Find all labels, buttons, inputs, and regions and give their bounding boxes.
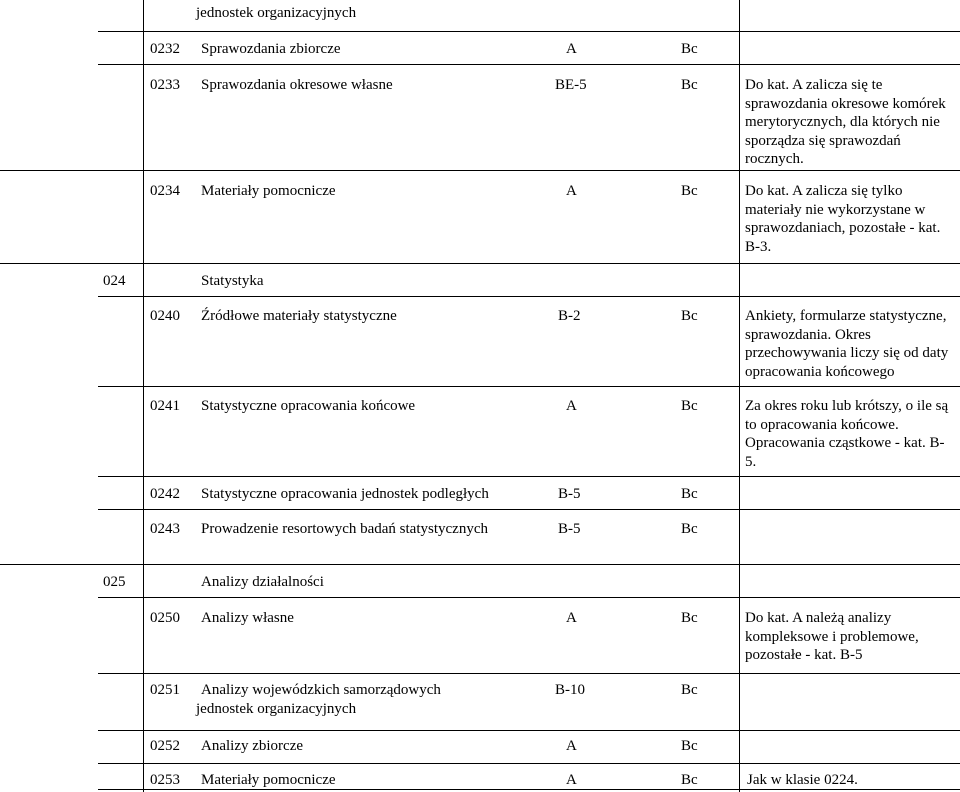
record-name: Analizy wojewódzkich samorządowych jednostek organizacyjnych [196,682,441,717]
section-name: Analizy działalności [201,574,324,590]
record-name: Sprawozdania zbiorcze [201,41,341,57]
record-code: 0250 [150,610,180,626]
column-divider [739,0,740,792]
section-code: 025 [103,574,126,590]
record-bc: Bc [681,183,698,199]
record-name: Źródłowe materiały statystyczne [201,308,397,324]
row-divider [98,597,960,598]
record-notes: Do kat. A należą analizy kompleksowe i problemowe, pozostałe - kat. B-5 [745,610,919,663]
record-category: A [566,41,577,57]
record-category: B-2 [558,308,581,324]
row-divider [0,564,960,565]
record-notes: Za okres roku lub krótszy, o ile są to opracowania końcowe. Opracowania cząstkowe - kat. B-5. [745,398,949,470]
row-divider [98,64,960,65]
record-bc: Bc [681,772,698,788]
record-bc: Bc [681,486,698,502]
row-divider [98,730,960,731]
record-name: Analizy zbiorcze [201,738,304,754]
row-divider [98,673,960,674]
record-code: 0253 [150,772,180,788]
section-code: 024 [103,273,126,289]
record-category: A [566,610,577,626]
record-name: Sprawozdania okresowe własne [201,77,393,93]
record-category: A [566,183,577,199]
record-bc: Bc [681,41,698,57]
record-code: 0251 [150,682,180,698]
record-name: Statystyczne opracowania jednostek podległych [201,486,489,502]
record-bc: Bc [681,682,698,698]
record-notes: Do kat. A zalicza się te sprawozdania okresowe komórek merytorycznych, dla których nie sporządza się sprawozdań rocznych. [745,77,946,167]
record-category: B-10 [555,682,585,698]
row-divider [0,263,960,264]
row-divider [98,509,960,510]
record-name: Analizy własne [201,610,294,626]
record-code: 0233 [150,77,180,93]
record-name: Prowadzenie resortowych badań statystycznych [201,521,488,537]
row-divider [98,296,960,297]
section-name: Statystyka [201,273,264,289]
record-notes: Ankiety, formularze statystyczne, sprawozdania. Okres przechowywania liczy się od daty opracowania końcowego [745,308,949,380]
record-category: A [566,398,577,414]
row-divider [98,31,960,32]
record-code: 0242 [150,486,180,502]
record-code: 0252 [150,738,180,754]
row-divider [98,763,960,764]
record-name: Materiały pomocnicze [201,772,336,788]
row-divider [98,476,960,477]
record-code: 0241 [150,398,180,414]
record-name: Materiały pomocnicze [201,183,336,199]
record-bc: Bc [681,521,698,537]
record-notes: Do kat. A zalicza się tylko materiały nie wykorzystane w sprawozdaniach, pozostałe - kat. B-3. [745,183,941,255]
record-category: A [566,738,577,754]
record-bc: Bc [681,610,698,626]
record-code: 0234 [150,183,180,199]
record-category: A [566,772,577,788]
record-notes: Jak w klasie 0224. [747,772,858,788]
record-name: jednostek organizacyjnych [196,5,357,21]
record-code: 0232 [150,41,180,57]
row-divider [98,386,960,387]
record-bc: Bc [681,77,698,93]
record-code: 0240 [150,308,180,324]
record-category: B-5 [558,486,581,502]
record-bc: Bc [681,738,698,754]
record-category: BE-5 [555,77,587,93]
column-divider [143,0,144,792]
row-divider [98,789,960,790]
record-bc: Bc [681,308,698,324]
row-divider [0,170,960,171]
record-name: Statystyczne opracowania końcowe [201,398,416,414]
record-code: 0243 [150,521,180,537]
record-bc: Bc [681,398,698,414]
record-category: B-5 [558,521,581,537]
